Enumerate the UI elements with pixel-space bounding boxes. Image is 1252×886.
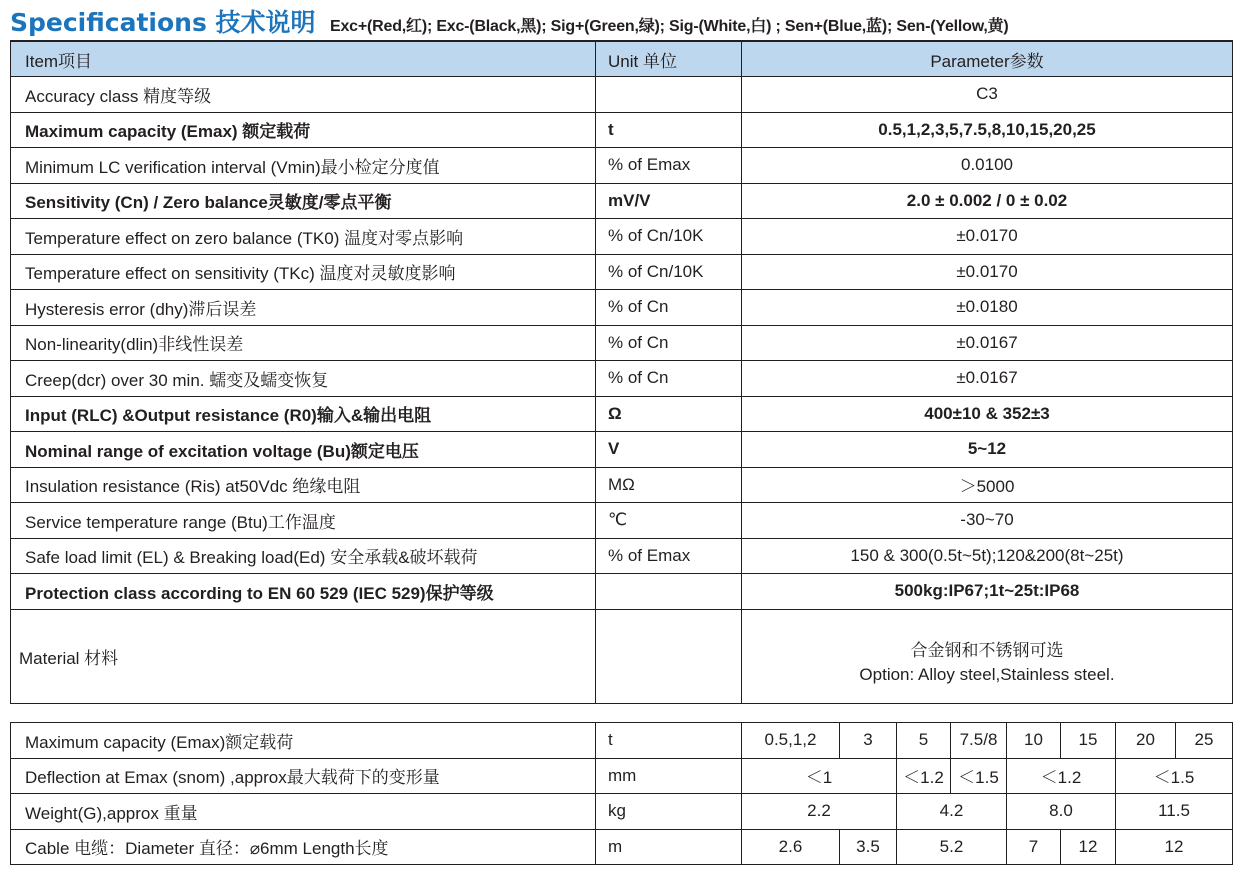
capacity-value: 5 [897, 723, 951, 759]
table-row [11, 361, 1233, 397]
row-item: Creep(dcr) over 30 min. 蠕变及蠕变恢复 [11, 361, 596, 397]
row-unit: % of Cn [596, 325, 742, 361]
cable-label: Cable 电缆：Diameter 直径：⌀6mm Length长度 [11, 829, 596, 865]
row-value: ±0.0170 [742, 219, 1233, 255]
table-row [11, 112, 1233, 148]
row-unit [596, 77, 742, 113]
row-unit: mV/V [596, 183, 742, 219]
row-unit [596, 574, 742, 610]
table-row [11, 77, 1233, 113]
table-row [11, 574, 1233, 610]
capacity-label: Maximum capacity (Emax)额定载荷 [11, 723, 596, 759]
table-row [11, 290, 1233, 326]
weight-value: 2.2 [742, 794, 897, 830]
row-item: Sensitivity (Cn) / Zero balance灵敏度/零点平衡 [11, 183, 596, 219]
cable-value: 12 [1116, 829, 1233, 865]
row-unit: % of Cn [596, 290, 742, 326]
weight-value: 4.2 [897, 794, 1007, 830]
table-row [11, 467, 1233, 503]
capacity-value: 0.5,1,2 [742, 723, 840, 759]
wiring-legend: Exc+(Red,红); Exc-(Black,黑); Sig+(Green,绿); Sig-(White,白) ; Sen+(Blue,蓝); Sen-(Yellow,黄) [330, 18, 1009, 35]
cable-unit: m [596, 829, 742, 865]
deflection-unit: mm [596, 758, 742, 794]
deflection-value: ＜1.5 [1116, 758, 1233, 794]
page-title: Specifications 技术说明 [10, 8, 316, 37]
row-item: Protection class according to EN 60 529 (IEC 529)保护等级 [11, 574, 596, 610]
material-unit [596, 609, 742, 703]
header-parameter: Parameter参数 [742, 41, 1233, 77]
row-item: Service temperature range (Btu)工作温度 [11, 503, 596, 539]
row-item: Temperature effect on zero balance (TK0) 温度对零点影响 [11, 219, 596, 255]
material-value [742, 609, 1233, 703]
row-value: ±0.0167 [742, 361, 1233, 397]
cable-row [11, 829, 1233, 865]
deflection-value: ＜1.5 [951, 758, 1007, 794]
table-header-row [11, 41, 1233, 77]
specifications-table [10, 40, 1233, 704]
table-row [11, 254, 1233, 290]
table-row [11, 148, 1233, 184]
row-item: Hysteresis error (dhy)滞后误差 [11, 290, 596, 326]
row-item: Nominal range of excitation voltage (Bu)额定电压 [11, 432, 596, 468]
row-unit: % of Emax [596, 538, 742, 574]
row-unit: % of Cn [596, 361, 742, 397]
row-value: ±0.0180 [742, 290, 1233, 326]
deflection-value: ＜1.2 [897, 758, 951, 794]
capacity-value: 20 [1116, 723, 1176, 759]
row-item: Input (RLC) &Output resistance (R0)输入&输出电阻 [11, 396, 596, 432]
row-unit: V [596, 432, 742, 468]
weight-label: Weight(G),approx 重量 [11, 794, 596, 830]
row-item: Temperature effect on sensitivity (TKc) 温度对灵敏度影响 [11, 254, 596, 290]
row-value: 2.0 ± 0.002 / 0 ± 0.02 [742, 183, 1233, 219]
table-row [11, 432, 1233, 468]
row-value: 500kg:IP67;1t~25t:IP68 [742, 574, 1233, 610]
capacity-row [11, 723, 1233, 759]
capacity-value: 7.5/8 [951, 723, 1007, 759]
header-unit: Unit 单位 [596, 41, 742, 77]
row-value: 5~12 [742, 432, 1233, 468]
table-row [11, 219, 1233, 255]
row-value: 150 & 300(0.5t~5t);120&200(8t~25t) [742, 538, 1233, 574]
row-unit: Ω [596, 396, 742, 432]
material-value-cn: 合金钢和不锈钢可选 [910, 641, 1064, 660]
row-value: ＞5000 [742, 467, 1233, 503]
row-item: Non-linearity(dlin)非线性误差 [11, 325, 596, 361]
cable-value: 5.2 [897, 829, 1007, 865]
row-value: -30~70 [742, 503, 1233, 539]
row-value: ±0.0167 [742, 325, 1233, 361]
row-item: Maximum capacity (Emax) 额定载荷 [11, 112, 596, 148]
row-value: 0.5,1,2,3,5,7.5,8,10,15,20,25 [742, 112, 1233, 148]
row-unit: % of Emax [596, 148, 742, 184]
row-item: Minimum LC verification interval (Vmin)最小检定分度值 [11, 148, 596, 184]
row-unit: MΩ [596, 467, 742, 503]
deflection-label: Deflection at Emax (snom) ,approx最大载荷下的变形量 [11, 758, 596, 794]
weight-value: 8.0 [1007, 794, 1116, 830]
row-unit: ℃ [596, 503, 742, 539]
capacity-value: 25 [1176, 723, 1233, 759]
cable-value: 2.6 [742, 829, 840, 865]
row-value: 400±10 & 352±3 [742, 396, 1233, 432]
material-row [11, 609, 1233, 703]
row-item: Safe load limit (EL) & Breaking load(Ed) 安全承载&破坏载荷 [11, 538, 596, 574]
page-title-bar [10, 3, 1246, 37]
row-unit: % of Cn/10K [596, 254, 742, 290]
row-unit: % of Cn/10K [596, 219, 742, 255]
cable-value: 7 [1007, 829, 1061, 865]
weight-value: 11.5 [1116, 794, 1233, 830]
table-row [11, 503, 1233, 539]
row-value: ±0.0170 [742, 254, 1233, 290]
table-row [11, 396, 1233, 432]
capacity-table [10, 722, 1233, 865]
row-item: Insulation resistance (Ris) at50Vdc 绝缘电阻 [11, 467, 596, 503]
deflection-row [11, 758, 1233, 794]
row-item: Accuracy class 精度等级 [11, 77, 596, 113]
capacity-value: 15 [1061, 723, 1116, 759]
material-item: Material 材料 [11, 609, 596, 703]
header-item: Item项目 [11, 41, 596, 77]
cable-value: 12 [1061, 829, 1116, 865]
deflection-value: ＜1 [742, 758, 897, 794]
capacity-value: 10 [1007, 723, 1061, 759]
cable-value: 3.5 [840, 829, 897, 865]
row-unit: t [596, 112, 742, 148]
weight-unit: kg [596, 794, 742, 830]
table-row [11, 538, 1233, 574]
weight-row [11, 794, 1233, 830]
material-value-en: Option: Alloy steel,Stainless steel. [859, 665, 1115, 684]
row-value: 0.0100 [742, 148, 1233, 184]
table-row [11, 325, 1233, 361]
deflection-value: ＜1.2 [1007, 758, 1116, 794]
capacity-unit: t [596, 723, 742, 759]
row-value: C3 [742, 77, 1233, 113]
table-row [11, 183, 1233, 219]
capacity-value: 3 [840, 723, 897, 759]
